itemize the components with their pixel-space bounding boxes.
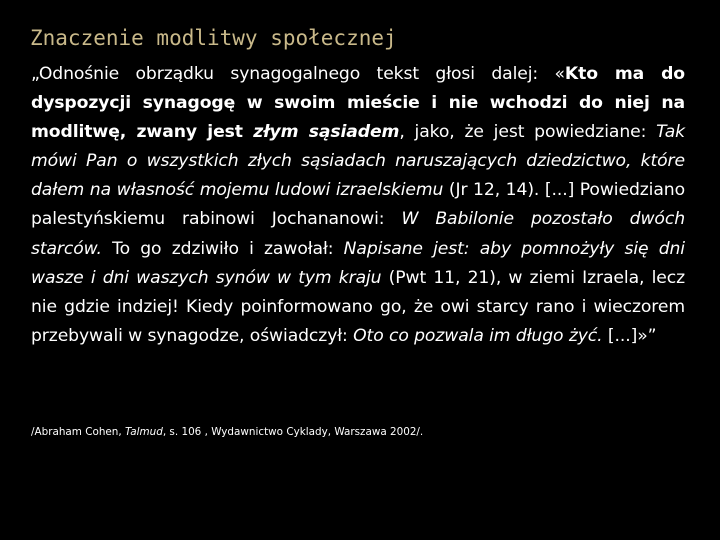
quote-bold-italic-term: złym sąsiadem [253,122,400,143]
quote-exclamation-intro: To go zdziwiło i zawołał: [101,238,344,259]
quote-intro: „Odnośnie obrządku synagogalnego tekst głosi dalej: « [31,64,565,84]
quote-conclusion: Oto co pozwala im długo żyć. [353,325,603,346]
quote-paragraph [31,60,685,351]
source-author: /Abraham Cohen, [31,426,126,438]
slide-title: Znaczenie modlitwy społecznej [30,26,397,50]
source-citation [31,424,685,440]
quote-connector: , jako, że jest powiedziane: [399,122,657,143]
quote-ending: [...]»” [602,325,657,346]
quote-bold-statement: Kto ma do dyspozycji synagogę w swoim mieście i nie wchodzi do niej na modlitwę, zwany jest [31,64,685,143]
quote-citation-jeremiah: Tak mówi Pan o wszystkich złych sąsiadach naruszających dziedzictwo, które dałem na własność mojemu ludowi izraelskiemu [31,122,685,201]
source-book-title: Talmud [125,426,163,438]
quote-reference-jeremiah: (Jr 12, 14). [...] Powiedziano palestyńskiemu rabinowi Jochananowi: [31,180,685,230]
quote-citation-deuteronomy: Napisane jest: aby pomnożyły się dni wasze i dni waszych synów w tym kraju [31,238,685,288]
quote-reference-deuteronomy: (Pwt 11, 21), w ziemi Izraela, lecz nie gdzie indziej! Kiedy poinformowano go, że owi starcy rano i wieczorem przebywali w synagodze, oświadczył: [31,267,685,346]
quote-babylon: W Babilonie pozostało dwóch starców. [31,209,685,259]
source-publisher: , s. 106 , Wydawnictwo Cyklady, Warszawa 2002/. [162,426,424,438]
